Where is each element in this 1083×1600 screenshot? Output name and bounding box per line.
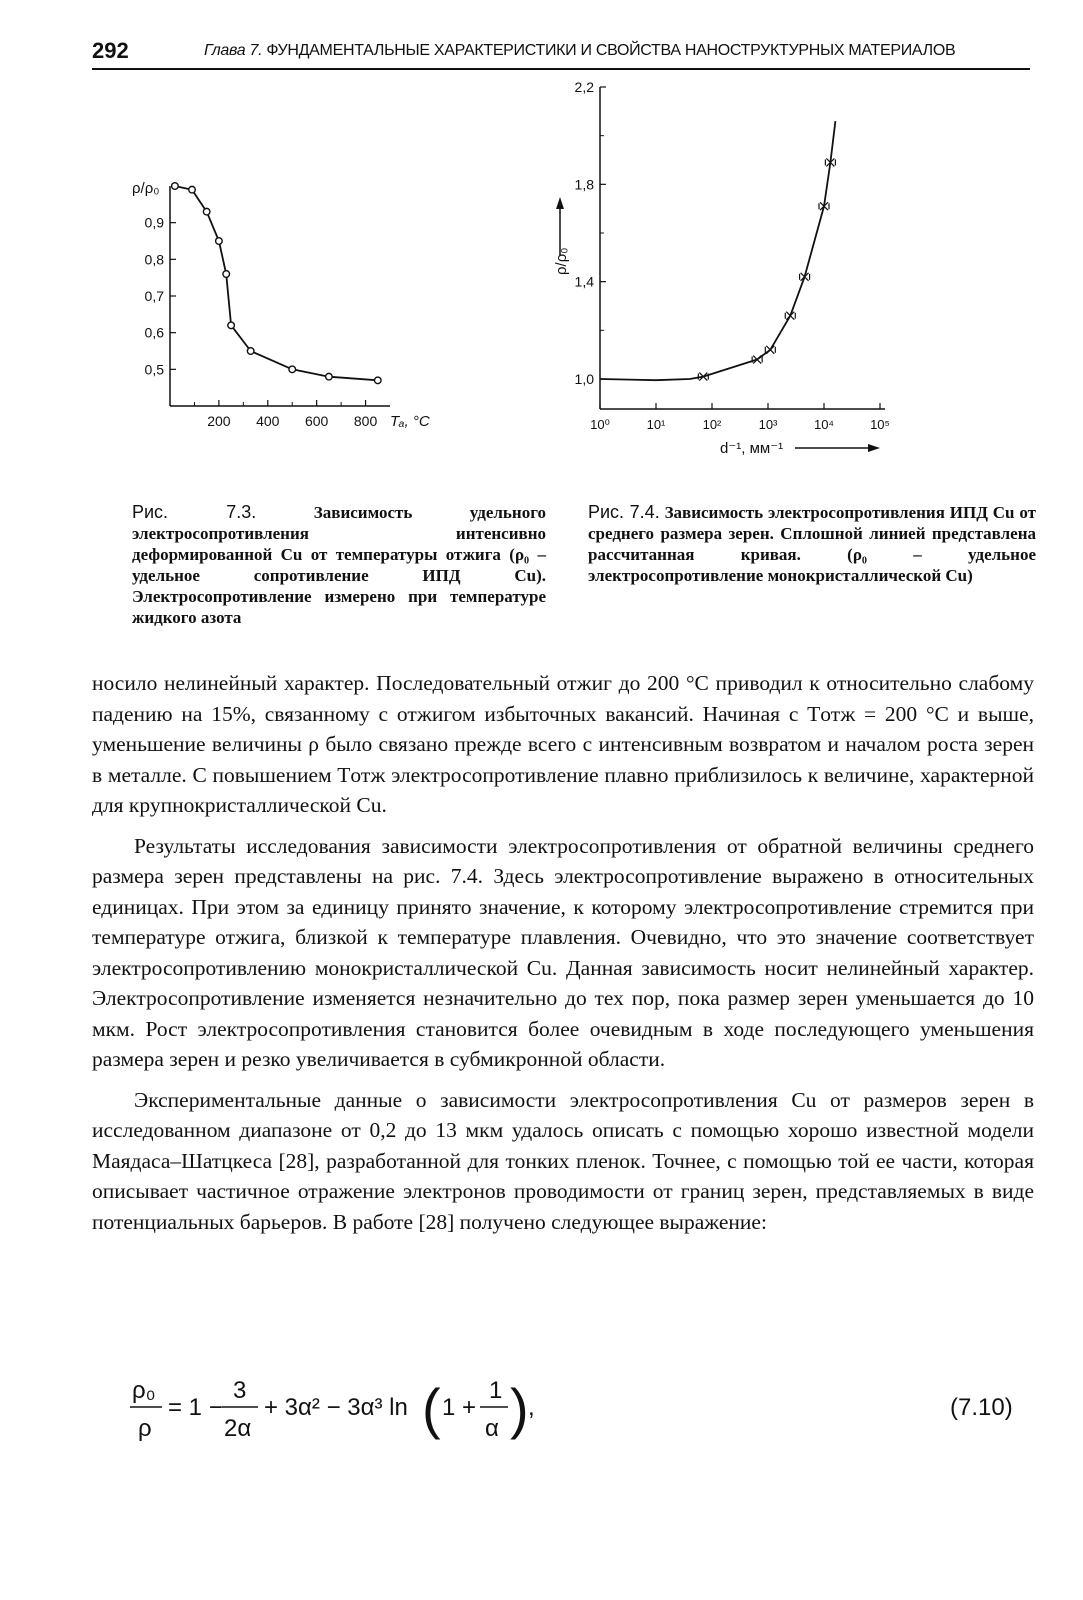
- formula-frac1-denominator: 2α: [224, 1415, 252, 1442]
- fig74-x-tick-label: 10¹: [646, 417, 666, 432]
- figure-7-4-caption: [588, 502, 1036, 586]
- fig74-y-axis-label: ρ/ρ₀: [553, 247, 570, 275]
- figure-7-3-chart: [120, 170, 450, 440]
- figure-7-3-caption: [132, 502, 546, 628]
- paragraph-1: носило нелинейный характер. Последовательный отжиг до 200 °С приводил к относительно слабому падению на 15%, связанному с отжигом избыточных вакансий. Начиная с Tотж = 200 °С и выше, уменьшение величины ρ было связано прежде всего с интенсивным возвратом и началом роста зерен в металле. С повышением Tотж электросопротивление плавно приблизилось к величине, характерной для крупнокристаллической Cu.: [92, 671, 1034, 817]
- formula-middle: + 3α² − 3α³ ln: [264, 1394, 408, 1421]
- fig73-x-tick-label: 800: [353, 413, 378, 429]
- fig73-y-tick-label: 0,5: [144, 361, 164, 378]
- fig74-y-tick-label: 1,0: [574, 371, 594, 387]
- fig73-y-tick-label: 0,6: [144, 324, 164, 341]
- fig73-data-point: [189, 186, 196, 193]
- fig73-marks: [172, 183, 381, 384]
- formula-left-paren: (: [422, 1377, 441, 1440]
- fig74-x-arrowhead: [868, 444, 880, 452]
- equation-7-10: [130, 1370, 1030, 1450]
- formula-lhs-denominator: ρ: [138, 1415, 152, 1442]
- fig73-caption-text: Зависимость удельного электросопротивления интенсивно деформированной Cu от температуры отжига (ρ₀ – удельное сопротивление ИПД Cu). Электросопротивление измерено при температуре жидкого азота: [132, 503, 546, 627]
- fig73-x-tick-label: 600: [304, 413, 329, 429]
- fig73-y-tick-label: 0,8: [144, 251, 164, 268]
- equation-number: (7.10): [950, 1394, 1013, 1421]
- fig73-y-tick-label: 0,9: [144, 214, 164, 231]
- fig74-y-tick-label: 2,2: [574, 79, 594, 95]
- fig74-x-tick-label: 10⁵: [870, 417, 890, 432]
- formula-frac1-numerator: 3: [233, 1377, 247, 1404]
- formula-frac2-numerator: 1: [489, 1377, 503, 1404]
- fig74-caption-label: Рис. 7.4.: [588, 502, 660, 522]
- chapter-title-text: ФУНДАМЕНТАЛЬНЫЕ ХАРАКТЕРИСТИКИ И СВОЙСТВА НАНОСТРУКТУРНЫХ МАТЕРИАЛОВ: [266, 42, 956, 59]
- paragraph-2: Результаты исследования зависимости электросопротивления от обратной величины среднего размера зерен представлены на рис. 7.4. Здесь электросопротивление выражено в относительных единицах. При этом за единицу принято значение, к которому электросопротивление стремится при температуре отжига, близкой к температуре плавления. Очевидно, что это значение соответствует электросопротивлению монокристаллической Cu. Данная зависимость носит нелинейный характер. Электросопротивление изменяется незначительно до тех пор, пока размер зерен уменьшается до 10 мкм. Рост электросопротивления становится более очевидным в ходе последующего уменьшения размера зерен и резко увеличивается в субмикронной области.: [92, 833, 1034, 1071]
- fig73-data-point: [172, 183, 179, 190]
- fig74-x-tick-label: 10⁰: [590, 417, 610, 432]
- fig73-data-point: [374, 377, 381, 384]
- fig73-y-axis-label: ρ/ρ₀: [132, 180, 160, 197]
- running-header: [92, 34, 1030, 70]
- fig73-data-point: [247, 348, 254, 355]
- fig73-data-point: [203, 208, 210, 215]
- fig73-x-tick-label: 200: [207, 413, 231, 429]
- formula-inner-one: 1 +: [442, 1394, 477, 1421]
- chapter-title: [204, 42, 955, 60]
- fig74-calculated-curve: [600, 121, 835, 380]
- fig73-axes: [145, 186, 390, 429]
- formula-eq-one: = 1 −: [168, 1394, 223, 1421]
- fig74-data-point: [765, 346, 775, 354]
- formula-lhs-numerator: ρ₀: [132, 1377, 156, 1404]
- fig73-data-point: [289, 366, 296, 373]
- fig74-x-tick-label: 10²: [702, 417, 722, 432]
- figure-7-4-chart: [530, 75, 930, 465]
- fig73-data-point: [326, 373, 333, 380]
- fig74-y-tick-label: 1,4: [574, 273, 594, 290]
- fig74-x-axis-label: d⁻¹, мм⁻¹: [720, 440, 784, 457]
- fig73-data-point: [216, 238, 223, 245]
- chapter-prefix: Глава 7.: [204, 42, 263, 59]
- paragraph-3: Экспериментальные данные о зависимости электросопротивления Cu от размеров зерен в исследованном диапазоне от 0,2 до 13 мкм удалось описать с помощью хорошо известной модели Маядаса–Шатцкеса [28], разработанной для тонких пленок. Точнее, с помощью той ее части, которая описывает частичное отражение электронов проводимости от границ зерен, представляемых в виде потенциальных барьеров. В работе [28] получено следующее выражение:: [92, 1087, 1034, 1234]
- fig74-data-point: [785, 312, 795, 320]
- formula-frac2-denominator: α: [485, 1415, 499, 1442]
- fig74-x-tick-label: 10⁴: [813, 417, 835, 432]
- page-number: 292: [92, 38, 129, 63]
- fig74-marks: [600, 121, 835, 380]
- fig73-y-tick-label: 0,7: [144, 288, 164, 304]
- fig74-y-arrowhead: [556, 197, 564, 209]
- fig74-y-tick-label: 1,8: [574, 176, 594, 193]
- fig73-data-point: [223, 271, 230, 278]
- fig73-x-axis-label: Tₐ, °C: [390, 413, 430, 430]
- fig74-x-tick-label: 10³: [758, 417, 778, 432]
- formula-tail: ,: [528, 1394, 535, 1421]
- fig74-caption-text: Зависимость электросопротивления ИПД Cu от среднего размера зерен. Сплошной линией представлена рассчитанная кривая. (ρ₀ – удельное электросопротивление монокристаллической Cu): [588, 503, 1036, 585]
- fig73-caption-label: Рис. 7.3.: [132, 502, 257, 522]
- fig73-x-tick-label: 400: [256, 413, 280, 429]
- formula-right-paren: ): [510, 1377, 529, 1440]
- body-text: [92, 668, 1034, 1247]
- fig73-data-point: [228, 322, 235, 329]
- fig74-data-point: [752, 356, 762, 364]
